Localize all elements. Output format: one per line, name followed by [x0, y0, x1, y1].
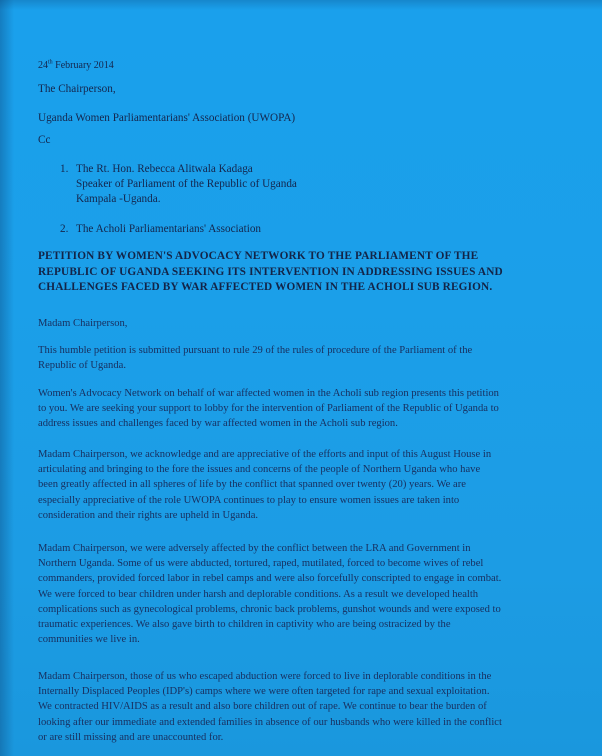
paragraph-line: We contracted HIV/AIDS as a result and also bore children out of rape. We continue to bear the burden of [38, 701, 487, 713]
date-day: 24 [38, 60, 48, 71]
recipient-line: The Acholi Parliamentarians' Association [76, 223, 262, 235]
paragraph-line: Republic of Uganda. [38, 360, 126, 372]
letter-date [38, 58, 114, 73]
paragraph-line: articulating and bringing to the fore the issues and concerns of the people of Northern Uganda who have [38, 464, 481, 476]
paragraph-line: This humble petition is submitted pursuant to rule 29 of the rules of procedure of the Parliament of the [38, 345, 473, 356]
paragraph-line: looking after our immediate and extended families in absence of our husbands who were killed in the conflict [38, 716, 502, 728]
page-top-shadow [0, 0, 602, 10]
recipient-number: 1. [60, 163, 69, 175]
addressee-organization: Uganda Women Parliamentarians' Association (UWOPA) [38, 112, 296, 124]
recipient-number: 2. [60, 223, 69, 235]
paragraph-line: commanders, provided forced labor in rebel camps and were also forcefully conscripted to engage in combat. [38, 573, 502, 585]
paragraph-line: address issues and challenges faced by war affected women in the Acholi sub region. [38, 418, 398, 430]
paragraph-line: been greatly affected in all spheres of life by the conflict that spanned over twenty (20) years. We are [38, 479, 466, 491]
paragraph-line: Madam Chairperson, we acknowledge and are appreciative of the efforts and input of this August House in [38, 449, 492, 460]
recipient-line: Kampala -Uganda. [76, 193, 161, 205]
paragraph-line: Internally Displaced Peoples (IDP's) camps where we were often targeted for rape and sexual exploitation. [38, 686, 490, 698]
page-edge-shadow [0, 0, 14, 756]
recipient-line: Speaker of Parliament of the Republic of Uganda [76, 178, 297, 190]
paragraph-line: or are still missing and are unaccounted for. [38, 731, 224, 743]
paragraph-line: communities we live in. [38, 634, 140, 646]
paragraph [38, 669, 558, 745]
title-line: CHALLENGES FACED BY WAR AFFECTED WOMEN IN THE ACHOLI SUB REGION. [38, 281, 493, 293]
paragraph-line: Madam Chairperson, those of us who escaped abduction were forced to live in deplorable conditions in the [38, 671, 492, 682]
paragraph-line: to you. We are seeking your support to lobby for the intervention of Parliament of the Republic of Uganda to [38, 403, 499, 415]
paragraph [38, 386, 558, 432]
recipient-item [60, 162, 297, 207]
recipient-line: The Rt. Hon. Rebecca Alitwala Kadaga [76, 163, 253, 175]
paragraph-line: Madam Chairperson, we were adversely affected by the conflict between the LRA and Government in [38, 543, 471, 554]
paragraph-line: complications such as gynecological problems, chronic back problems, gunshot wounds and were exposed to [38, 603, 501, 615]
paragraph-line: especially appreciative of the role UWOPA continues to play to ensure women issues are taken into [38, 494, 460, 506]
paragraph-line: traumatic experiences. We also gave birth to children in captivity who are being ostracized by the [38, 619, 451, 631]
cc-label: Cc [38, 134, 51, 146]
paragraph [38, 447, 558, 523]
paragraph-line: We were forced to bear children under harsh and deplorable conditions. As a result we developed health [38, 588, 479, 600]
paragraph-line: consideration and their rights are upheld in Uganda. [38, 509, 259, 521]
paragraph-line: Women's Advocacy Network on behalf of war affected women in the Acholi sub region presents this petition [38, 388, 499, 399]
recipient-item [60, 222, 261, 237]
date-suffix: th [48, 59, 53, 66]
date-month-year: February 2014 [52, 60, 114, 71]
petition-title [38, 249, 558, 296]
title-line: REPUBLIC OF UGANDA SEEKING ITS INTERVENTION IN ADDRESSING ISSUES AND [38, 265, 503, 278]
paragraph-line: Northern Uganda. Some of us were abducted, tortured, raped, mutilated, forced to become wives of rebel [38, 558, 484, 570]
addressee-title: The Chairperson, [38, 83, 116, 95]
paragraph [38, 541, 558, 647]
salutation: Madam Chairperson, [38, 318, 128, 329]
paragraph [38, 343, 558, 373]
title-line: PETITION BY WOMEN'S ADVOCACY NETWORK TO THE PARLIAMENT OF THE [38, 250, 479, 262]
